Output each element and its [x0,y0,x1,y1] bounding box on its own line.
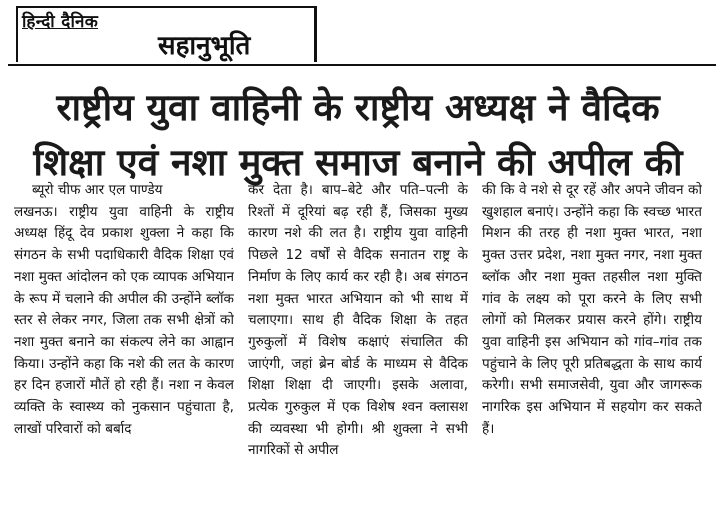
article-body [14,180,702,528]
headline-line-1: राष्ट्रीय युवा वाहिनी के राष्ट्रीय अध्यक्ष ने वैदिक [56,86,660,129]
column-1-text: लखनऊ। राष्ट्रीय युवा वाहिनी के राष्ट्रीय अध्यक्ष हिंदू देव प्रकाश शुक्ला ने कहा कि संगठन के सभी पदाधिकारी वैदिक शिक्षा एवं नशा मुक्त आंदोलन को एक व्यापक अभियान के रूप में चलाने की अपील की उन्होंने ब्लॉक स्तर से लेकर नगर, जिला तक सभी क्षेत्रों को नशा मुक्त बनाने का संकल्प लेने का आह्वान किया। उन्होंने कहा कि नशे की लत के कारण हर दिन हजारों मौतें हो रही हैं। नशा न केवल व्यक्ति के स्वास्थ्य को नुकसान पहुंचाता है, लाखों परिवारों को बर्बाद [14,203,234,437]
headline [0,80,716,190]
section-title: सहानुभूति [158,31,251,61]
article-column-2 [248,180,468,528]
article-column-1 [14,180,234,528]
masthead [8,6,708,68]
byline: ब्यूरो चीफ आर एल पाण्डेय [32,182,163,198]
paper-name: हिन्दी दैनिक [22,12,99,32]
headline-line-2: शिक्षा एवं नशा मुक्त समाज बनाने की अपील की [33,141,683,184]
column-3-text: की कि वे नशे से दूर रहें और अपने जीवन को खुशहाल बनाएं। उन्होंने कहा कि स्वच्छ भारत मिशन की तरह ही नशा मुक्त भारत, नशा मुक्त उत्तर प्रदेश, नशा मुक्त नगर, नशा मुक्त ब्लॉक और नशा मुक्त तहसील नशा मुक्ति गांव के लक्ष्य को पूरा करने के लिए सभी लोगों को मिलकर प्रयास करने होंगे। राष्ट्रीय युवा वाहिनी इस अभियान को गांव–गांव तक पहुंचाने के लिए पूरी प्रतिबद्धता के साथ कार्य करेगी। सभी समाजसेवी, युवा और जागरूक नागरिक इस अभियान में सहयोग कर सकते हैं। [482,182,702,437]
column-2-text: कर देता है। बाप–बेटे और पति–पत्नी के रिश्तों में दूरियां बढ़ रही हैं, जिसका मुख्य कारण नशे की लत है। राष्ट्रीय युवा वाहिनी पिछले 12 वर्षों से वैदिक सनातन राष्ट्र के निर्माण के लिए कार्य कर रही है। अब संगठन नशा मुक्त भारत अभियान को भी साथ में चलाएगा। साथ ही वैदिक शिक्षा के तहत गुरुकुलों में विशेष कक्षाएं संचालित की जाएंगी, जहां ब्रेन बोर्ड के माध्यम से वैदिक शिक्षा शिक्षा दी जाएगी। इसके अलावा, प्रत्येक गुरुकुल में एक विशेष श्वन क्लासश की व्यवस्था भी होगी। श्री शुक्ला ने सभी नागरिकों से अपील [248,182,468,459]
article-column-3 [482,180,702,528]
masthead-rule [8,64,716,66]
